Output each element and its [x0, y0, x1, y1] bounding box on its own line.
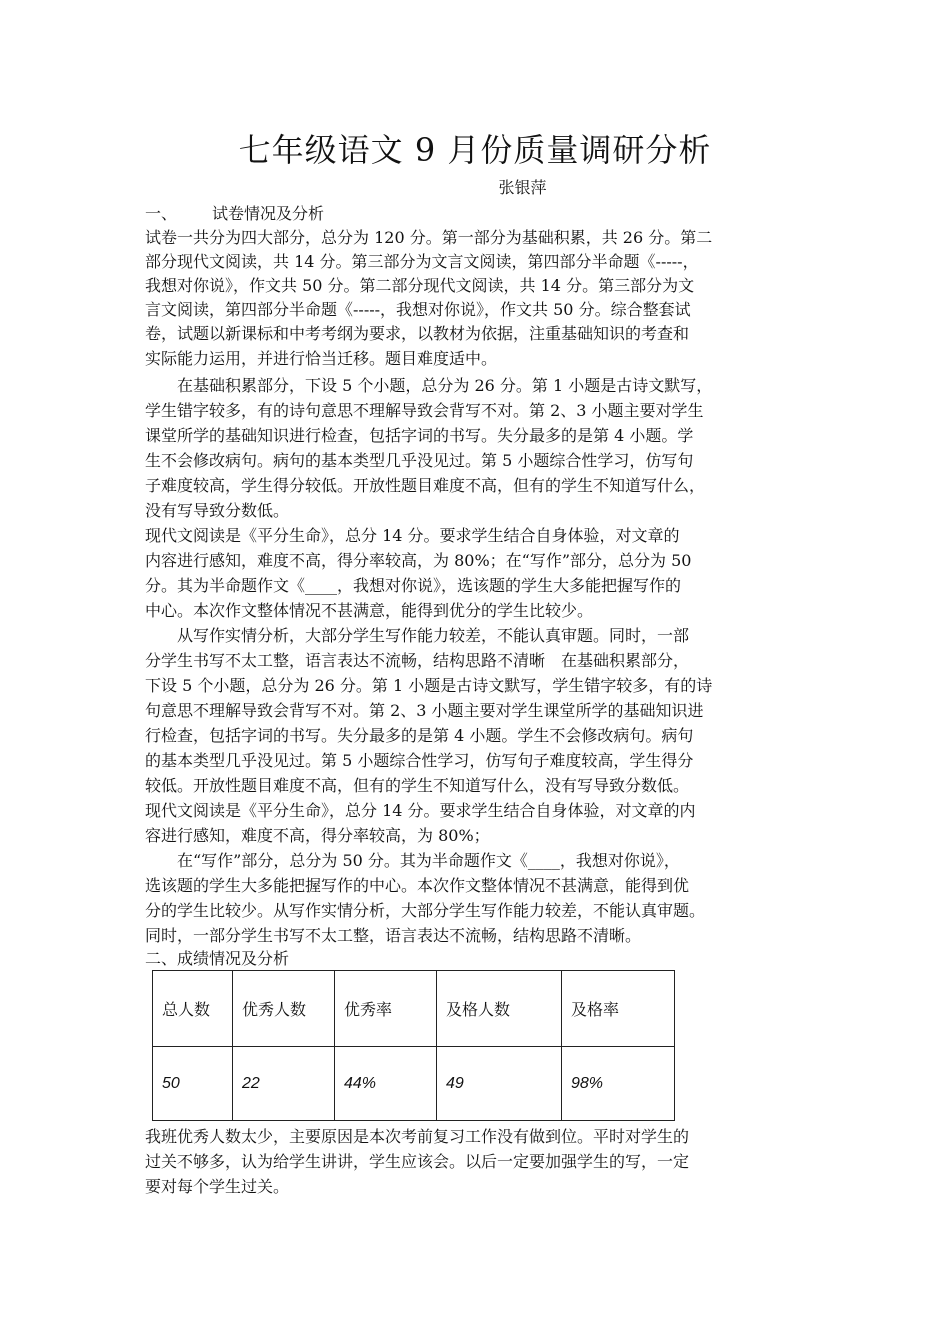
body-line: 现代文阅读是《平分生命》，总分 14 分。要求学生结合自身体验，对文章的 [145, 526, 680, 545]
body-line: 现代文阅读是《平分生命》，总分 14 分。要求学生结合自身体验，对文章的内 [145, 801, 696, 820]
header-total: 总人数 [153, 971, 233, 1047]
body-line: 在基础积累部分，下设 5 个小题，总分为 26 分。第 1 小题是古诗文默写， [145, 376, 713, 395]
closing-line: 过关不够多，认为给学生讲讲，学生应该会。以后一定要加强学生的写，一定 [145, 1152, 690, 1171]
body-line: 试卷一共分为四大部分，总分为 120 分。第一部分为基础积累，共 26 分。第二 [145, 228, 713, 247]
header-pass-rate: 及格率 [562, 971, 675, 1047]
score-table [152, 970, 675, 1121]
body-line: 中心。本次作文整体情况不甚满意，能得到优分的学生比较少。 [145, 601, 594, 620]
table-header-row [153, 971, 675, 1047]
value-pass-count: 49 [437, 1047, 562, 1121]
body-line: 在“写作”部分，总分为 50 分。其为半命题作文《____，我想对你说》， [145, 851, 680, 870]
author-name: 张银萍 [498, 178, 547, 197]
body-line: 没有写导致分数低。 [145, 501, 290, 520]
header-excellent-count: 优秀人数 [233, 971, 335, 1047]
body-line: 选该题的学生大多能把握写作的中心。本次作文整体情况不甚满意，能得到优 [145, 876, 690, 895]
body-line: 卷，试题以新课标和中考考纲为要求，以教材为依据，注重基础知识的考查和 [145, 324, 690, 343]
document-title: 七年级语文 9 月份质量调研分析 [238, 131, 712, 169]
value-pass-rate: 98% [562, 1047, 675, 1121]
body-line: 较低。开放性题目难度不高，但有的学生不知道写什么，没有写导致分数低。 [145, 776, 690, 795]
section-1-heading: 试卷情况及分析 [212, 204, 325, 223]
value-total: 50 [153, 1047, 233, 1121]
body-line: 子难度较高，学生得分较低。开放性题目难度不高，但有的学生不知道写什么， [145, 476, 706, 495]
value-excellent-count: 22 [233, 1047, 335, 1121]
value-excellent-rate: 44% [335, 1047, 437, 1121]
body-line: 部分现代文阅读，共 14 分。第三部分为文言文阅读，第四部分半命题《-----， [145, 252, 699, 271]
body-line: 同时，一部分学生书写不太工整，语言表达不流畅，结构思路不清晰。 [145, 926, 642, 945]
header-pass-count: 及格人数 [437, 971, 562, 1047]
body-line: 实际能力运用，并进行恰当迁移。题目难度适中。 [145, 349, 498, 368]
body-line: 容进行感知，难度不高，得分率较高，为 80%； [145, 826, 490, 845]
body-line: 我想对你说》，作文共 50 分。第二部分现代文阅读，共 14 分。第三部分为文 [145, 276, 695, 295]
body-line: 句意思不理解导致会背写不对。第 2、3 小题主要对学生课堂所学的基础知识进 [145, 701, 704, 720]
section-2-heading: 二、成绩情况及分析 [145, 949, 290, 968]
closing-line: 我班优秀人数太少，主要原因是本次考前复习工作没有做到位。平时对学生的 [145, 1127, 690, 1146]
header-excellent-rate: 优秀率 [335, 971, 437, 1047]
body-line: 学生错字较多，有的诗句意思不理解导致会背写不对。第 2、3 小题主要对学生 [145, 401, 704, 420]
table-row [153, 1047, 675, 1121]
body-line: 分学生书写不太工整，语言表达不流畅，结构思路不清晰 在基础积累部分， [145, 651, 690, 670]
body-line: 的基本类型几乎没见过。第 5 小题综合性学习，仿写句子难度较高，学生得分 [145, 751, 694, 770]
body-line: 下设 5 个小题，总分为 26 分。第 1 小题是古诗文默写，学生错字较多，有的诗 [145, 676, 713, 695]
body-line: 分。其为半命题作文《____，我想对你说》，选该题的学生大多能把握写作的 [145, 576, 682, 595]
body-line: 课堂所学的基础知识进行检查，包括字词的书写。失分最多的是第 4 小题。学 [145, 426, 694, 445]
section-1-number: 一、 [145, 204, 178, 223]
body-line: 从写作实情分析，大部分学生写作能力较差，不能认真审题。同时，一部 [145, 626, 690, 645]
closing-line: 要对每个学生过关。 [145, 1177, 290, 1196]
body-line: 内容进行感知，难度不高，得分率较高，为 80%；在“写作”部分，总分为 50 [145, 551, 692, 570]
body-line: 言文阅读，第四部分半命题《-----，我想对你说》，作文共 50 分。综合整套试 [145, 300, 691, 319]
body-line: 行检查，包括字词的书写。失分最多的是第 4 小题。学生不会修改病句。病句 [145, 726, 694, 745]
body-line: 生不会修改病句。病句的基本类型几乎没见过。第 5 小题综合性学习，仿写句 [145, 451, 694, 470]
body-line: 分的学生比较少。从写作实情分析，大部分学生写作能力较差，不能认真审题。 [145, 901, 706, 920]
